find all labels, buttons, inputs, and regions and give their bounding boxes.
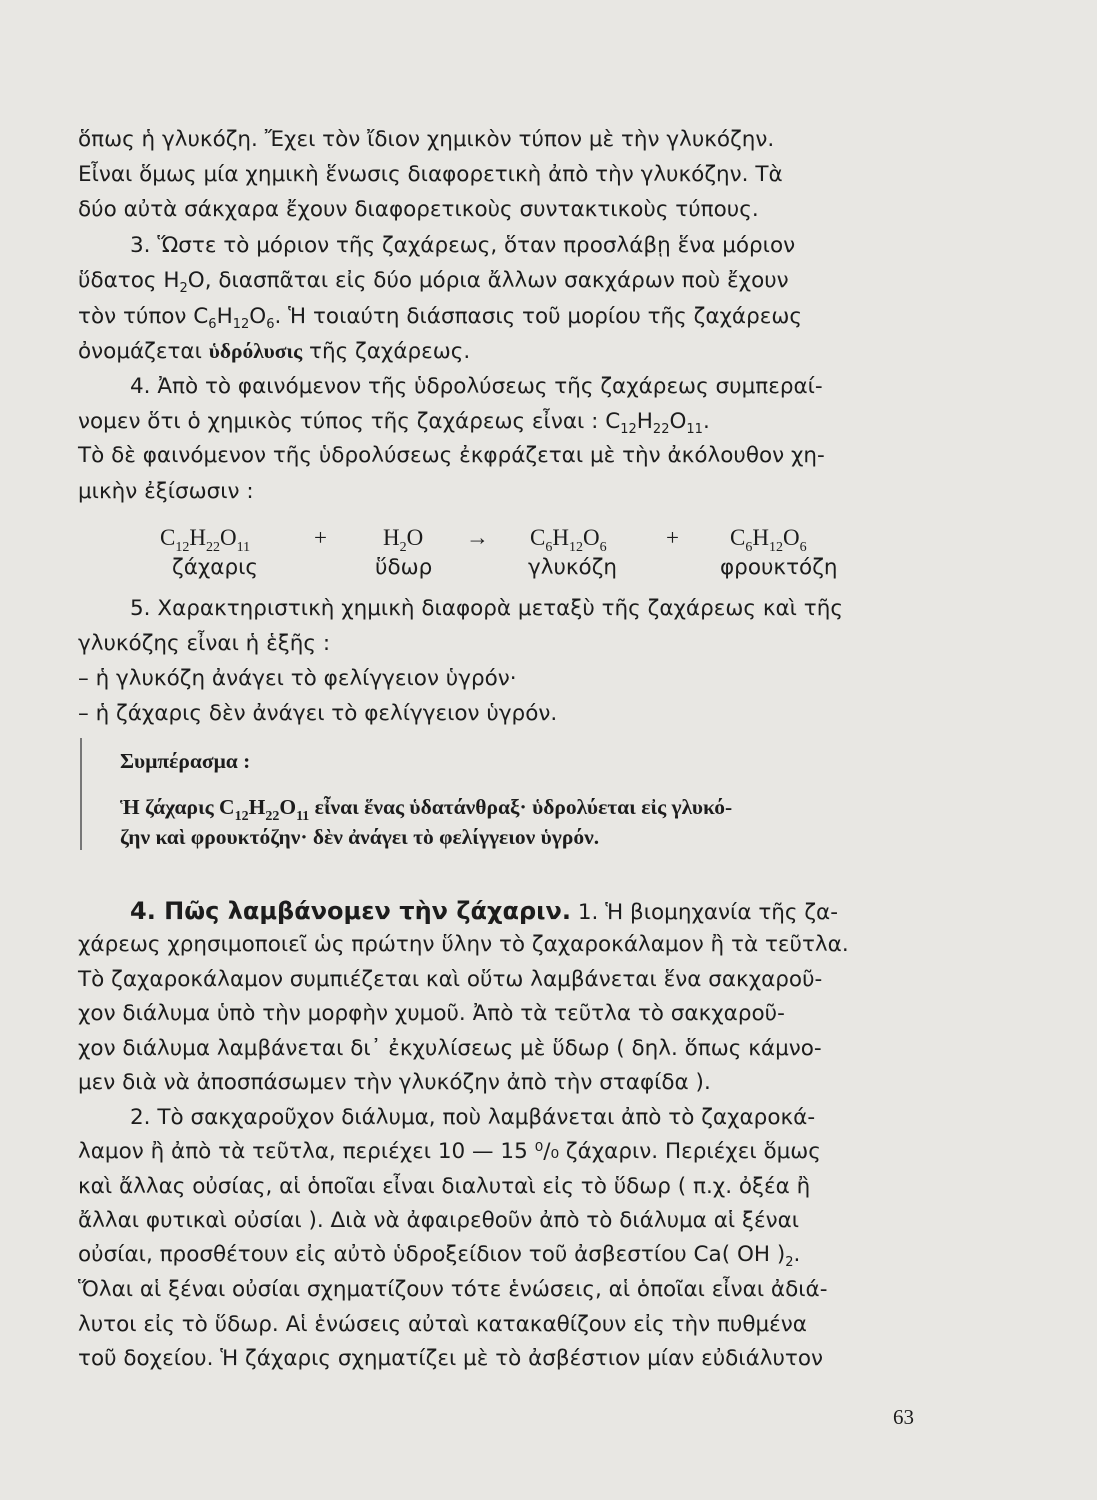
term-hydrolysis: ὑδρόλυσις [208, 339, 303, 363]
equation-term-glucose: $C_6H_{12}O_6$ [530, 525, 607, 555]
label-water: ὕδωρ [375, 555, 433, 580]
equation-term-water: $H_2O$ [383, 525, 424, 555]
page-number: 63 [893, 1405, 914, 1429]
label-sucrose: ζάχαρις [172, 555, 258, 580]
conclusion-line: ζην καὶ φρουκτόζην· δὲν ἀνάγει τὸ φελίγγειον ὑγρόν. [120, 825, 600, 849]
plus-sign: + [666, 525, 679, 550]
label-fructose: φρουκτόζη [720, 555, 838, 580]
equation-term-fructose: $C_6H_{12}O_6$ [730, 525, 807, 555]
section-heading: 4. Πῶς λαμβάνομεν τὴν ζάχαριν. [130, 897, 571, 925]
label-glucose: γλυκόζη [528, 555, 618, 580]
conclusion-line: Ἡ ζάχαρις $C_{12}H_{22}O_{11}$ εἶναι ἕνας ὑδατάνθραξ· ὑδρολύεται εἰς γλυκό- [120, 795, 733, 824]
reaction-arrow: → [466, 525, 489, 550]
plus-sign: + [314, 525, 327, 550]
conclusion-bar [80, 738, 82, 850]
conclusion-title: Συμπέρασμα : [120, 749, 251, 773]
equation-term-sucrose: $C_{12}H_{22}O_{11}$ [160, 525, 251, 555]
book-page: ὅπως ἡ γλυκόζη. Ἔχει τὸν ἴδιον χημικὸν τύπον μὲ τὴν γλυκόζην. Εἶναι ὅμως μία χημικὴ ἕνωσις διαφορετικὴ ἀπὸ τὴν γλυκόζην. Τὰ δύο αὐτὰ σάκχαρα ἔχουν διαφορετικοὺς συντακτικοὺς τύπους. 3. Ὥστε τὸ μόριον τῆς ζαχάρεως, ὅταν προσλάβῃ ἕνα μόριον ὕδατος $H_2O$, διασπᾶται εἰς δύο μόρια ἄλλων σακχάρων ποὺ ἔχουν τὸν τύπον $C_6H_{12}O_6$. Ἡ τοιαύτη διάσπασις τοῦ μορίου τῆς ζαχάρεως ὀνομάζεται ὑδρόλυσις τῆς ζαχάρεως. 4. Ἀπὸ τὸ φαινόμενον τῆς ὑδρολύσεως τῆς ζαχάρεως συμπεραί- νομεν ὅτι ὁ χημικὸς τύπος τῆς ζαχάρεως εἶναι : $C_{12}H_{22}O_{11}$. Τὸ δὲ φαινόμενον τῆς ὑδρολύσεως ἐκφράζεται μὲ τὴν ἀκόλουθον χη- μικὴν ἐξίσωσιν : $C_{12}H_{22}O_{11}$ + $H_2O$ → $C_6H_{12}O_6$ + $C_6H_{12}O_6$ ζάχαρις ὕδωρ γλυκόζη φρουκτόζη 5. Χαρακτηριστικὴ χημικὴ διαφορὰ μεταξὺ τῆς ζαχάρεως καὶ τῆς γλυκόζης εἶναι ἡ ἑξῆς : – ἡ γλυκόζη ἀνάγει τὸ φελίγγειον ὑγρόν· – ἡ ζάχαρις δὲν ἀνάγει τὸ φελίγγειον ὑγρόν. Συμπέρασμα : Ἡ ζάχαρις $C_{12}H_{22}O_{11}$ εἶναι ἕνας ὑδατάνθραξ· ὑδρολύεται εἰς γλυκό- ζην καὶ φρουκτόζην· δὲν ἀνάγει τὸ φελίγγειον ὑγρόν. 4. Πῶς λαμβάνομεν τὴν ζάχαριν. 1. Ἡ βιομηχανία τῆς ζα- χάρεως χρησιμοποιεῖ ὡς πρώτην ὕλην τὸ ζαχαροκάλαμον ἢ τὰ τεῦτλα. Τὸ ζαχαροκάλαμον συμπιέζεται καὶ οὕτω λαμβάνεται ἕνα σακχαροῦ- χον διάλυμα ὑπὸ τὴν μορφὴν χυμοῦ. Ἀπὸ τὰ τεῦτλα τὸ σακχαροῦ- χον διάλυμα λαμβάνεται δι᾿ ἐκχυλίσεως μὲ ὕδωρ ( δηλ. ὅπως κάμνο- μεν διὰ νὰ ἀποσπάσωμεν τὴν γλυκόζην ἀπὸ τὴν σταφίδα ). 2. Τὸ σακχαροῦχον διάλυμα, ποὺ λαμβάνεται ἀπὸ τὸ ζαχαροκά- λαμον ἢ ἀπὸ τὰ τεῦτλα, περιέχει 10 — 15 ⁰/₀ ζάχαριν. Περιέχει ὅμως καὶ ἄλλας οὐσίας, αἱ ὁποῖαι εἶναι διαλυταὶ εἰς τὸ ὕδωρ ( π.χ. ὀξέα ἢ ἄλλαι φυτικαὶ οὐσίαι ). Διὰ νὰ ἀφαιρεθοῦν ἀπὸ τὸ διάλυμα αἱ ξέναι οὐσίαι, προσθέτουν εἰς αὐτὸ ὑδροξείδιον τοῦ ἀσβεστίου Ca( OH )$_2$. Ὅλαι αἱ ξέναι οὐσίαι σχηματίζουν τότε ἑνώσεις, αἱ ὁποῖαι εἶναι ἀδιά- λυτοι εἰς τὸ ὕδωρ. Αἱ ἑνώσεις αὐταὶ κατακαθίζουν εἰς τὴν πυθμένα τοῦ δοχείου. Ἡ ζάχαρις σχηματίζει μὲ τὸ ἀσβέστιον μίαν εὐδιάλυτον 63 [78, 127, 914, 1429]
